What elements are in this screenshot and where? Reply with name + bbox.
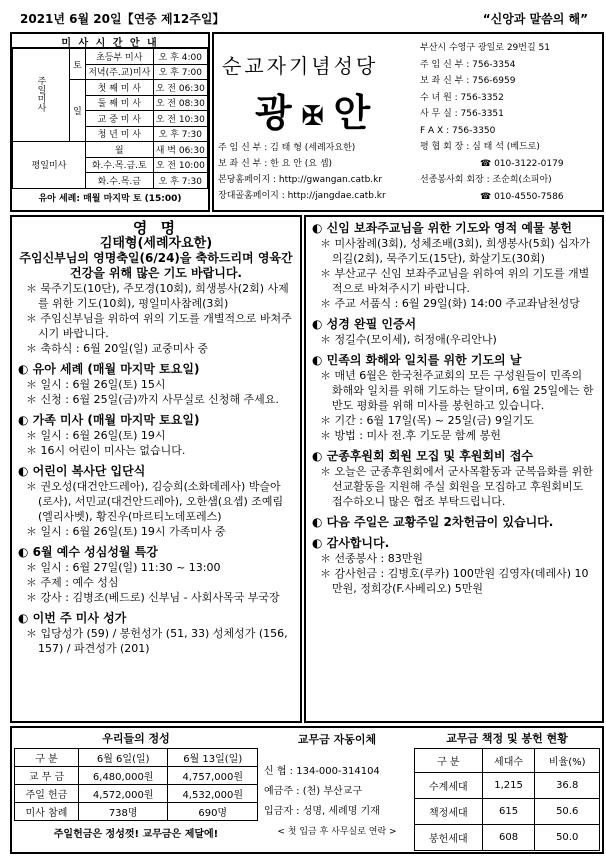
section-title: ◐ 감사합니다. [312,536,390,550]
phone: 사 무 실 : 756-3351 [420,109,504,119]
section-title: ◐ 민족의 화해와 일치를 위한 기도의 날 [312,353,522,367]
cell: 1,215 [482,773,535,799]
mass-name: 화.수.목.금.토 [86,157,154,173]
mass-time: 오 전 06:30 [153,80,207,96]
mass-time: 오 전 08:30 [153,95,207,111]
top-header [10,8,598,28]
list-item: ＊ 권오성(대건안드레아), 김승희(소화데레사) 박슬아(로사), 서민교(대건안드레아), 오한샘(요셉) 조예림(엘리사벳), 황진우(마르티노데포레스) [26,480,284,523]
list-item: ＊ 강사 : 김병조(베드로) 신부님 - 사회사목국 부국장 [26,591,280,604]
parish-name-small: 순교자기념성당 [222,54,379,78]
finance-table [14,730,258,840]
mass-name: 저녁(주.교)미사 [86,64,154,80]
mass-name: 첫 째 미 사 [86,80,154,96]
mass-name: 화.수.목.금 [86,173,154,189]
feast-message: 주임신부님의 영명축일(6/24)을 축하드리며 영육간 건강을 위해 많은 기도 바랍니다. [19,251,293,280]
list-item: ＊ 방법 : 미사 전.후 기도문 함께 봉헌 [320,429,501,442]
cell: 50.6 [535,799,600,825]
cell: 교 무 금 [15,767,79,785]
schedule-box [10,32,210,212]
cross-icon: ✠ [301,101,334,132]
cell: 책정세대 [415,799,483,825]
col-header: 구 분 [415,749,483,773]
section-title: ◐ 신임 보좌주교님을 위한 기도와 영적 예물 봉헌 [312,221,572,235]
list-item: ＊ 16시 어린이 미사는 없습니다. [26,444,186,457]
fax: F A X : 756-3350 [420,125,496,136]
homepage-link-2[interactable]: 장대골홈페이지 : http://jangdae.catb.kr [218,191,386,201]
list-item: ＊ 선종봉사 : 83만원 [320,552,423,565]
mass-name: 둘 째 미 사 [86,95,154,111]
list-item: ＊ 신청 : 6월 25일(금)까지 사무실로 신청해 주세요. [26,393,279,406]
section-title: ◐ 어린이 복사단 입단식 [18,464,146,478]
transfer-box [264,730,410,842]
section-title: ◐ 군종후원회 회원 모집 및 후원회비 접수 [312,449,534,463]
feast-name: 김태형(세례자요한) [99,236,213,251]
phone: 보 좌 신 부 : 756-6959 [420,76,516,86]
list-item: ＊ 축하식 : 6월 20일(일) 교중미사 중 [26,342,209,355]
mass-name: 초등부 미사 [86,49,154,65]
section-title: ◐ 성경 완필 인증서 [312,317,417,331]
list-item: ＊ 매년 6월은 한국천주교회의 모든 구성원들이 민족의 화해와 일치를 위해 기도하는 달이며, 6월 25일에는 한반도 평화를 위해 미사를 봉헌하고 있습니다. [320,369,594,412]
list-item: ＊ 정길수(모이세), 허정애(우리안나) [320,333,497,346]
parish-name-big: 광✠안 [255,90,381,135]
sun-label: 일 [70,80,86,142]
cell: 6,480,000원 [78,767,168,785]
depositor-note: 입금자 : 성명, 세례명 기재 [264,806,380,817]
mass-time: 새 벽 06:30 [153,142,207,158]
issue-date: 2021년 6월 20일【연중 제12주일】 [20,12,225,26]
list-item: ＊ 기간 : 6월 17일(목) ~ 25일(금) 9일기도 [320,414,534,427]
cell: 주일 헌금 [15,785,79,803]
phone: 주 임 신 부 : 756-3354 [420,59,516,70]
mass-time: 오 후 4:00 [153,49,207,65]
homepage-link[interactable]: 본당홈페이지 : http://gwangan.catb.kr [218,175,383,185]
bank-account: 신 협 : 134-000-314104 [264,766,380,777]
section-title: ◐ 6월 예수 성심성월 특강 [18,545,158,559]
mass-time: 오 후 7:30 [153,126,207,142]
list-item: ＊ 일시 : 6월 26일(토) 19시 가족미사 중 [26,525,226,538]
list-item: ＊ 묵주기도(10단), 주모경(10회), 희생봉사(2회) 사제를 위한 기도(10회), 평일미사참례(3회) [26,282,289,310]
status-table [414,730,600,851]
list-item: ＊ 주임신부님을 위하여 위의 기도를 개별적으로 바쳐주시기 바랍니다. [26,312,292,340]
mass-time: 오 후 7:00 [153,64,207,80]
cell: 738명 [78,803,168,821]
parish-contacts [420,40,600,205]
motto: “신앙과 말씀의 해” [482,12,588,26]
sat-label: 토 [70,49,86,80]
mass-time: 오 후 7:30 [153,173,207,189]
finance-title: 우리들의 정성 [102,732,170,745]
list-item: ＊ 일시 : 6월 26일(토) 15시 [26,378,166,391]
cell: 미사 참례 [15,803,79,821]
feast-title: 영 명 [132,219,180,237]
cell: 615 [482,799,535,825]
mass-name: 청 년 미 사 [86,126,154,142]
list-item: ＊ 미사참례(3회), 성체조배(3회), 희생봉사(5회) 십자가의길(2회), 묵주기도(15단), 화살기도(30회) [320,237,590,265]
section-title: ◐ 다음 주일은 교황주일 2차헌금이 있습니다. [312,515,554,529]
right-column [304,215,604,723]
account-holder: 예금주 : (천) 부산교구 [264,786,362,797]
council-president: 평 협 회 장 : 심 태 석 (베드로) [420,142,540,152]
status-title: 교무금 책정 및 봉헌 현황 [446,732,568,745]
list-item: ＊ 부산교구 신임 보좌주교님을 위하여 위의 기도를 개별적으로 바쳐주시기 바랍니다. [320,267,590,295]
cell: 4,757,000원 [168,767,258,785]
sunday-mass-label: 주일미사 [13,49,70,142]
cell: 수계세대 [415,773,483,799]
weekday-mass-label: 평일미사 [13,142,86,189]
funeral-phone: ☎ 010-4550-7586 [480,191,564,202]
parish-staff [218,140,418,204]
schedule-title: 미 사 시 간 안 내 [12,34,208,48]
funeral-president: 선종봉사회 회장 : 조순희(소피아) [420,175,552,185]
left-column [10,215,302,723]
list-item: ＊ 일시 : 6월 26일(토) 19시 [26,429,166,442]
cell: 608 [482,825,535,851]
contact-note: < 첫 입금 후 사무실로 연락 > [277,827,397,837]
section-title: ◐ 이번 주 미사 성가 [18,611,127,625]
col-header: 세대수 [482,749,535,773]
col-header: 6월 6일(일) [78,749,168,767]
mass-name: 교 중 미 사 [86,111,154,127]
col-header: 비율(%) [535,749,600,773]
mass-name: 월 [86,142,154,158]
list-item: ＊ 주제 : 예수 성심 [26,576,119,589]
section-title: ◐ 가족 미사 (매월 마지막 토요일) [18,413,200,427]
col-header: 구 분 [15,749,79,767]
cell: 봉헌세대 [415,825,483,851]
list-item: ＊ 오늘은 군종후원회에서 군사목활동과 군복음화를 위한 선교활동을 지원해 주실 회원을 모집하고 후원회비도 접수하오니 많은 협조 부탁드립니다. [320,465,593,508]
phone: 수 녀 원 : 756-3352 [420,92,504,103]
assistant-priest: 보 좌 신 부 : 한 요 안 (요 셉) [218,159,333,169]
cell: 4,572,000원 [78,785,168,803]
col-header: 6월 13일(일) [168,749,258,767]
cell: 4,532,000원 [168,785,258,803]
cell: 690명 [168,803,258,821]
cell: 50.0 [535,825,600,851]
mass-time: 오 전 10:30 [153,111,207,127]
pastor: 주 임 신 부 : 김 태 형 (세례자요한) [218,143,356,153]
address: 부산시 수영구 광일로 29번길 51 [420,43,550,53]
list-item: ＊ 주교 서품식 : 6월 29일(화) 14:00 주교좌남천성당 [320,297,580,310]
mass-time: 오 전 10:00 [153,157,207,173]
section-title: ◐ 유아 세례 (매월 마지막 토요일) [18,362,200,376]
cell: 36.8 [535,773,600,799]
list-item: ＊ 일시 : 6월 27일(일) 11:30 ~ 13:00 [26,561,221,574]
list-item: ＊ 감사헌금 : 김병호(루카) 100만원 김영자(데레사) 10만원, 정희강(F.사베리오) 5만원 [320,567,589,595]
baptism-note: 유아 세례: 매월 마지막 토 (15:00) [38,193,182,204]
finance-note: 주일헌금은 정성껏! 교무금은 제달에! [53,829,219,840]
list-item: ＊ 입당성가 (59) / 봉헌성가 (51, 33) 성체성가 (156, 157) / 파견성가 (201) [26,627,288,655]
transfer-title: 교무금 자동이체 [297,733,377,746]
council-phone: ☎ 010-3122-0179 [480,158,564,169]
